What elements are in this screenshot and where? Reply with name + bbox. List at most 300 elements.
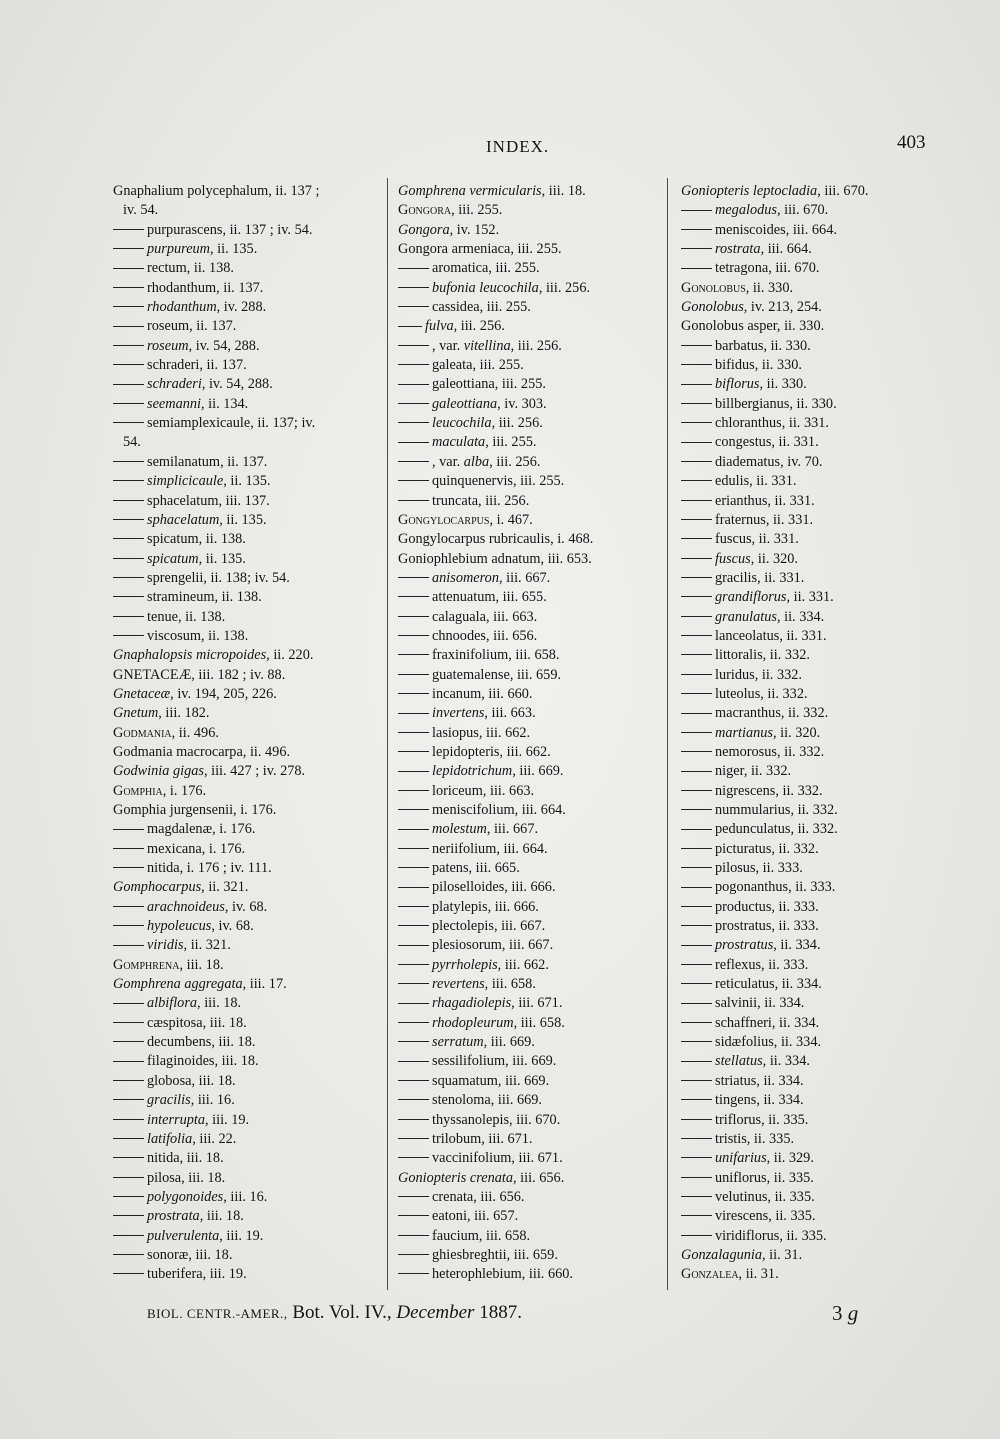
entry-ref: , iii. 658. xyxy=(478,1227,531,1244)
entry-name: edulis xyxy=(715,473,750,490)
entry-name: martianus xyxy=(715,724,773,741)
ditto-dash xyxy=(398,848,429,849)
entry-name: rostrata xyxy=(715,241,761,258)
index-entry xyxy=(398,1246,663,1265)
entry-ref: , ii. 331. xyxy=(779,627,827,644)
ditto-dash xyxy=(113,384,144,385)
entry-ref: , iv. 288. xyxy=(216,299,267,316)
ditto-dash xyxy=(398,693,429,694)
entry-name: calaguala xyxy=(432,608,486,625)
ditto-dash xyxy=(681,945,712,946)
index-entry xyxy=(681,569,943,588)
ditto-dash xyxy=(398,364,429,365)
index-entry xyxy=(398,820,663,839)
entry-name: Gnaphalopsis micropoides xyxy=(113,647,267,664)
ditto-dash xyxy=(398,635,429,636)
index-entry xyxy=(398,1188,663,1207)
entry-ref: , ii. 330. xyxy=(754,357,802,374)
entry-name: pogonanthus xyxy=(715,879,789,896)
entry-ref: , iii. 18. xyxy=(214,1053,259,1070)
entry-name: nitida xyxy=(147,860,180,877)
entry-ref: , iii. 667. xyxy=(498,569,551,586)
entry-name: galeottiana xyxy=(432,376,495,393)
index-entry xyxy=(398,317,663,336)
entry-name: galeata xyxy=(432,357,473,374)
index-entry xyxy=(398,724,663,743)
entry-name: semilanatum xyxy=(147,453,221,470)
ditto-dash xyxy=(681,1080,712,1081)
entry-name: polygonoides xyxy=(147,1188,224,1205)
entry-ref: , iii. 663. xyxy=(482,782,535,799)
entry-name: Gonzalagunia xyxy=(681,1246,763,1263)
index-entry xyxy=(113,782,375,801)
entry-ref: , ii. 331. xyxy=(781,415,829,432)
entry-name: triflorus xyxy=(715,1111,762,1128)
entry-ref: , iii. 659. xyxy=(509,666,562,683)
entry-ref: , iii. 660. xyxy=(481,685,533,702)
entry-ref: , ii. 334. xyxy=(756,1072,804,1089)
ditto-dash xyxy=(398,1041,429,1042)
entry-ref: , iii. 427 ; iv. 278. xyxy=(203,763,306,780)
index-entry xyxy=(398,1052,663,1071)
ditto-dash xyxy=(398,442,429,443)
index-entry xyxy=(113,1130,375,1149)
ditto-dash xyxy=(398,1273,429,1274)
entry-name: meniscifolium xyxy=(432,802,515,818)
ditto-dash xyxy=(681,848,712,849)
index-entry xyxy=(113,994,375,1013)
entry-ref: , ii. 334. xyxy=(773,1034,822,1051)
page-number: 403 xyxy=(897,132,926,153)
index-entry xyxy=(681,511,943,530)
index-column-2 xyxy=(398,182,663,1285)
index-entry xyxy=(113,704,375,723)
entry-name: pilosa xyxy=(147,1169,182,1186)
entry-ref: , iii. 666. xyxy=(504,879,556,896)
entry-name: barbatus xyxy=(715,337,764,354)
entry-ref: , iii. 255. xyxy=(485,434,537,451)
index-entry xyxy=(113,1052,375,1071)
ditto-dash xyxy=(681,422,712,423)
entry-name: schaffneri xyxy=(715,1014,772,1031)
entry-ref: , iii. 667. xyxy=(493,918,546,935)
ditto-dash xyxy=(113,1273,144,1274)
ditto-dash xyxy=(681,887,712,888)
index-entry xyxy=(398,530,663,549)
entry-ref: , ii. 332. xyxy=(762,647,810,664)
ditto-dash xyxy=(398,403,429,404)
entry-name: Gongylocarpus xyxy=(398,511,490,528)
index-entry xyxy=(681,1207,943,1226)
ditto-dash xyxy=(113,577,144,578)
entry-name: stramineum xyxy=(147,589,215,606)
footer-year: 1887. xyxy=(474,1302,522,1323)
entry-name: stellatus xyxy=(715,1053,763,1070)
ditto-dash xyxy=(681,1003,712,1004)
index-entry xyxy=(113,1033,375,1052)
ditto-dash xyxy=(681,906,712,907)
index-entry xyxy=(398,1033,663,1052)
index-entry xyxy=(113,201,375,220)
entry-ref: , iii. 255. xyxy=(513,473,565,490)
ditto-dash xyxy=(398,326,422,327)
ditto-dash xyxy=(113,229,144,230)
ditto-dash xyxy=(681,384,712,385)
entry-ref: , iii. 19. xyxy=(202,1266,247,1283)
entry-ref: , iii. 18. xyxy=(179,956,224,973)
entry-name: striatus xyxy=(715,1072,757,1089)
index-entry xyxy=(398,201,663,220)
entry-name: Gomphia xyxy=(113,782,163,799)
entry-ref: , ii. 321. xyxy=(183,937,231,954)
ditto-dash xyxy=(398,596,429,597)
entry-ref: , iii. 664. xyxy=(514,802,566,818)
entry-variety: vitellina xyxy=(463,337,511,354)
ditto-dash xyxy=(398,867,429,868)
index-entry xyxy=(398,1149,663,1168)
index-entry xyxy=(113,511,375,530)
entry-ref: , ii. 331. xyxy=(751,531,799,548)
entry-ref: , ii. 330. xyxy=(763,337,811,354)
ditto-dash xyxy=(398,345,429,346)
signature-mark xyxy=(832,1301,858,1326)
ditto-dash xyxy=(113,1235,144,1236)
ditto-dash xyxy=(398,906,429,907)
entry-name: fulva xyxy=(425,318,454,335)
entry-ref: , iii. 256. xyxy=(538,279,591,296)
index-entry xyxy=(398,433,663,452)
entry-text: Gonolobus asper, ii. 330. xyxy=(681,318,825,335)
entry-ref: , ii. 320. xyxy=(773,724,821,741)
index-entry xyxy=(398,1265,663,1284)
entry-ref: , i. 176 ; iv. 111. xyxy=(179,860,272,877)
index-entry xyxy=(398,646,663,665)
entry-ref: , ii. 331. xyxy=(757,569,805,586)
entry-ref: , iii. 670. xyxy=(768,260,820,277)
index-entry xyxy=(681,956,943,975)
entry-ref: , iii. 657. xyxy=(466,1208,519,1225)
entry-ref: , ii. 335. xyxy=(766,1169,814,1186)
index-entry xyxy=(113,530,375,549)
ditto-dash xyxy=(398,945,429,946)
entry-name: fraternus xyxy=(715,511,766,528)
entry-ref: , ii. 335. xyxy=(768,1208,816,1225)
ditto-dash xyxy=(113,867,144,868)
entry-name: sphacelatum xyxy=(147,492,219,509)
entry-ref: , iii. 19. xyxy=(204,1111,250,1128)
ditto-dash xyxy=(398,829,429,830)
ditto-dash xyxy=(398,461,429,462)
index-entry xyxy=(113,1188,375,1207)
ditto-dash xyxy=(398,287,429,288)
entry-name: rhodanthum xyxy=(147,299,217,316)
index-entry xyxy=(113,414,375,433)
entry-ref: , iii. 17. xyxy=(242,976,287,993)
entry-name: pyrrholepis xyxy=(432,956,498,973)
entry-ref: , iii. 18. xyxy=(541,183,586,199)
entry-text: Godmania macrocarpa, ii. 496. xyxy=(113,743,291,760)
entry-ref: , iii. 256. xyxy=(478,492,530,509)
entry-name: bifidus xyxy=(715,357,755,374)
entry-ref: , ii. 332. xyxy=(760,685,808,702)
ditto-dash xyxy=(681,1022,712,1023)
index-entry xyxy=(398,337,663,356)
index-entry xyxy=(113,724,375,743)
index-entry xyxy=(113,878,375,897)
ditto-dash xyxy=(398,480,429,481)
entry-ref: , ii. 335. xyxy=(761,1111,809,1128)
entry-name: ghiesbreghtii xyxy=(432,1246,507,1263)
entry-name: mexicana xyxy=(147,840,202,857)
entry-ref: , iii. 670. xyxy=(817,183,869,199)
entry-ref: , iii. 255. xyxy=(494,376,546,393)
ditto-dash xyxy=(681,268,712,269)
entry-name: unifarius xyxy=(715,1150,767,1167)
entry-name: viscosum xyxy=(147,627,202,644)
entry-name: megalodus xyxy=(715,202,777,219)
ditto-dash xyxy=(113,538,144,539)
entry-name: seemanni xyxy=(147,395,201,412)
entry-ref: , iv. 70. xyxy=(780,453,823,470)
entry-ref: , iii. 670. xyxy=(509,1111,561,1128)
index-entry xyxy=(681,201,943,220)
index-entry xyxy=(398,917,663,936)
index-entry xyxy=(398,956,663,975)
entry-name: cæspitosa xyxy=(147,1014,203,1031)
entry-name: Goniopteris crenata xyxy=(398,1169,514,1186)
ditto-dash xyxy=(398,306,429,307)
index-entry xyxy=(113,472,375,491)
entry-name: fuscus xyxy=(715,531,752,548)
ditto-dash xyxy=(681,983,712,984)
entry-ref: , ii. 137. xyxy=(189,318,237,335)
entry-ref: , i. 176. xyxy=(162,782,207,799)
ditto-dash xyxy=(681,616,712,617)
entry-name: gracilis xyxy=(715,569,758,586)
entry-name: arachnoideus xyxy=(147,898,225,915)
entry-ref: , ii. 331. xyxy=(771,434,819,451)
entry-ref: , ii. 321. xyxy=(201,879,249,896)
ditto-dash xyxy=(398,1099,429,1100)
entry-ref: , iii. 658. xyxy=(508,647,560,664)
ditto-dash xyxy=(681,751,712,752)
index-entry xyxy=(681,762,943,781)
entry-ref: , iii. 669. xyxy=(505,1053,557,1070)
index-entry xyxy=(681,898,943,917)
ditto-dash xyxy=(681,790,712,791)
entry-ref: , ii. 334. xyxy=(774,976,822,993)
entry-ref: , iii. 256. xyxy=(453,318,505,335)
entry-name: prostratus xyxy=(715,937,774,954)
entry-ref: , iii. 656. xyxy=(513,1169,565,1186)
ditto-dash xyxy=(398,713,429,714)
entry-name: uniflorus xyxy=(715,1169,767,1186)
entry-ref: , iii. 667. xyxy=(501,937,554,954)
index-entry xyxy=(681,1227,943,1246)
entry-ref: , iii. 664. xyxy=(496,840,548,857)
ditto-dash xyxy=(681,1061,712,1062)
index-entry xyxy=(113,259,375,278)
ditto-dash xyxy=(398,654,429,655)
entry-name: pulverulenta xyxy=(147,1227,220,1244)
index-entry xyxy=(681,1111,943,1130)
entry-ref: , ii. 135. xyxy=(219,511,267,528)
ditto-dash xyxy=(113,829,144,830)
ditto-dash xyxy=(681,461,712,462)
column-divider xyxy=(667,178,668,1290)
ditto-dash xyxy=(681,732,712,733)
ditto-dash xyxy=(398,1003,429,1004)
ditto-dash xyxy=(113,1041,144,1042)
index-entry xyxy=(113,975,375,994)
index-entry xyxy=(113,453,375,472)
index-entry xyxy=(681,1169,943,1188)
index-entry xyxy=(398,588,663,607)
entry-name: tingens xyxy=(715,1092,757,1109)
entry-ref: , iii. 669. xyxy=(512,763,564,780)
index-entry xyxy=(113,221,375,240)
entry-ref: , iii. 19. xyxy=(219,1227,264,1244)
entry-name: littoralis xyxy=(715,647,763,664)
entry-name: tetragona xyxy=(715,260,769,277)
index-entry xyxy=(681,298,943,317)
entry-name: prostrata xyxy=(147,1208,200,1225)
entry-name: sphacelatum xyxy=(147,511,220,528)
entry-ref: , iii. 662. xyxy=(497,956,549,973)
entry-ref: , iii. 669. xyxy=(490,1092,542,1109)
entry-name: platylepis xyxy=(432,898,488,915)
ditto-dash xyxy=(681,867,712,868)
entry-name: Gongora xyxy=(398,221,450,238)
entry-name: hypoleucus xyxy=(147,918,212,935)
entry-name: luteolus xyxy=(715,685,761,702)
footer-series: BIOL. CENTR.-AMER., xyxy=(147,1306,288,1321)
index-entry xyxy=(681,936,943,955)
entry-name: macranthus xyxy=(715,705,781,722)
entry-ref: , ii. 135. xyxy=(210,241,258,258)
entry-ref: , iii. 662. xyxy=(499,743,551,760)
entry-ref: , iii. 662. xyxy=(478,724,531,741)
column-divider xyxy=(387,178,388,1290)
ditto-dash xyxy=(398,616,429,617)
entry-name: Gonolobus xyxy=(681,279,746,296)
index-entry xyxy=(681,1072,943,1091)
index-entry xyxy=(398,472,663,491)
index-entry xyxy=(398,511,663,530)
index-entry xyxy=(681,743,943,762)
index-entry xyxy=(398,395,663,414)
index-entry xyxy=(113,337,375,356)
entry-name: loriceum xyxy=(432,782,483,799)
ditto-dash xyxy=(113,1022,144,1023)
index-column-3 xyxy=(681,182,943,1285)
entry-name: fraxinifolium xyxy=(432,647,509,664)
index-entry xyxy=(113,646,375,665)
index-entry xyxy=(681,975,943,994)
entry-name: cassidea xyxy=(432,299,480,316)
index-entry xyxy=(681,279,943,298)
entry-name: heterophlebium xyxy=(432,1266,522,1283)
entry-ref: , ii. 332. xyxy=(780,705,829,722)
index-entry xyxy=(681,878,943,897)
ditto-dash xyxy=(681,210,712,211)
entry-ref: , ii. 334. xyxy=(771,1014,820,1031)
index-entry xyxy=(113,433,375,452)
entry-text: Gnaphalium polycephalum, ii. 137 ; xyxy=(113,183,320,199)
entry-name: sessilifolium xyxy=(432,1053,506,1070)
index-entry xyxy=(113,1014,375,1033)
ditto-dash xyxy=(681,809,712,810)
index-entry xyxy=(681,550,943,569)
entry-ref: , ii. 135. xyxy=(198,550,246,567)
entry-ref: , iii. 659. xyxy=(506,1246,558,1263)
ditto-dash xyxy=(681,829,712,830)
index-entry xyxy=(113,1169,375,1188)
entry-name: congestus xyxy=(715,434,772,451)
ditto-dash xyxy=(398,1061,429,1062)
entry-name: Gonzalea xyxy=(681,1266,739,1283)
entry-name: meniscoides xyxy=(715,221,786,238)
entry-name: Godwinia gigas xyxy=(113,763,204,780)
entry-name: truncata xyxy=(432,492,479,509)
entry-ref: , ii. 332. xyxy=(754,666,802,683)
entry-name: trilobum xyxy=(432,1130,482,1147)
ditto-dash xyxy=(113,1215,144,1216)
index-entry xyxy=(398,1227,663,1246)
index-entry xyxy=(113,588,375,607)
ditto-dash xyxy=(398,268,429,269)
entry-ref: , ii. 331. xyxy=(749,473,797,490)
entry-name: simplicicaule xyxy=(147,473,224,490)
entry-ref: , iv. 68. xyxy=(211,918,254,935)
index-entry xyxy=(113,917,375,936)
index-entry xyxy=(398,182,663,201)
ditto-dash xyxy=(398,887,429,888)
index-entry xyxy=(681,1091,943,1110)
ditto-dash xyxy=(681,519,712,520)
index-entry xyxy=(398,801,663,820)
index-entry xyxy=(681,627,943,646)
index-entry xyxy=(398,1207,663,1226)
index-entry xyxy=(113,1227,375,1246)
entry-ref: , iii. 655. xyxy=(495,589,547,606)
index-entry xyxy=(113,279,375,298)
index-entry xyxy=(398,898,663,917)
index-entry xyxy=(681,453,943,472)
entry-text: 54. xyxy=(123,434,141,451)
entry-name: granulatus xyxy=(715,608,777,625)
entry-ref: , ii. 138. xyxy=(214,589,262,606)
entry-name: viridiflorus xyxy=(715,1227,780,1244)
ditto-dash xyxy=(398,790,429,791)
ditto-dash xyxy=(113,945,144,946)
entry-name: bufonia leucochila xyxy=(432,279,539,296)
entry-name: lasiopus xyxy=(432,724,479,741)
entry-ref: , ii. 137; iv. xyxy=(250,415,316,432)
entry-name: roseum xyxy=(147,337,189,354)
ditto-dash xyxy=(681,1215,712,1216)
ditto-dash xyxy=(113,500,144,501)
entry-name: tenue xyxy=(147,608,178,625)
entry-name: sprengelii xyxy=(147,569,204,586)
index-entry xyxy=(113,1246,375,1265)
entry-name: Goniopteris leptocladia xyxy=(681,183,818,199)
entry-ref: , iii. 669. xyxy=(483,1034,535,1051)
ditto-dash xyxy=(113,422,144,423)
entry-ref: , iii. 671. xyxy=(511,1150,563,1167)
entry-name: erianthus xyxy=(715,492,768,509)
ditto-dash xyxy=(681,1119,712,1120)
